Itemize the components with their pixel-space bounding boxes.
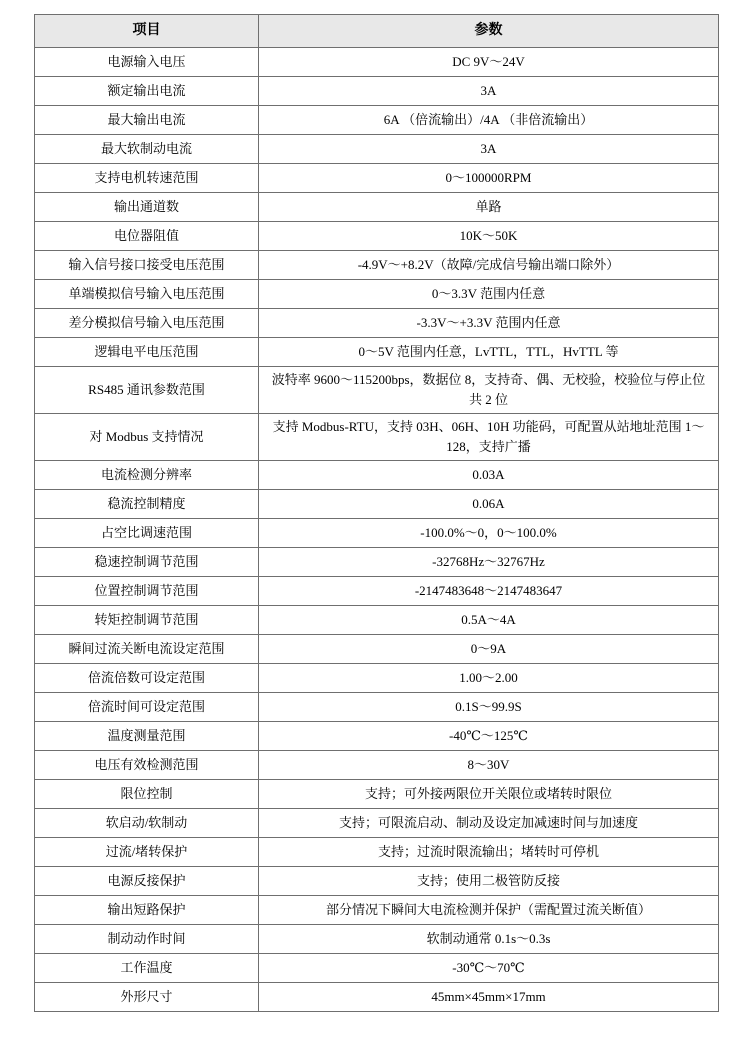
spec-value-cell: DC 9V～24V (259, 48, 719, 77)
table-row (35, 954, 719, 983)
spec-item-cell: 逻辑电平电压范围 (35, 338, 259, 367)
table-row (35, 77, 719, 106)
table-row (35, 280, 719, 309)
spec-value-cell: -100.0%～0，0～100.0% (259, 519, 719, 548)
spec-item-cell: 输出通道数 (35, 193, 259, 222)
spec-value-cell: 3A (259, 77, 719, 106)
spec-item-cell: 软启动/软制动 (35, 809, 259, 838)
spec-table-body (35, 48, 719, 1012)
spec-value-cell: -2147483648～2147483647 (259, 577, 719, 606)
table-row (35, 925, 719, 954)
table-row (35, 838, 719, 867)
spec-value-cell: 0～3.3V 范围内任意 (259, 280, 719, 309)
spec-item-cell: 电流检测分辨率 (35, 461, 259, 490)
spec-value-cell: 支持 Modbus-RTU，支持 03H、06H、10H 功能码，可配置从站地址范围 1～128，支持广播 (259, 414, 719, 461)
spec-value-cell: -4.9V～+8.2V（故障/完成信号输出端口除外） (259, 251, 719, 280)
spec-value-cell: 0～100000RPM (259, 164, 719, 193)
spec-item-cell: RS485 通讯参数范围 (35, 367, 259, 414)
table-row (35, 722, 719, 751)
spec-value-cell: 支持；可限流启动、制动及设定加减速时间与加速度 (259, 809, 719, 838)
table-row (35, 896, 719, 925)
spec-value-cell: 单路 (259, 193, 719, 222)
spec-value-cell: 45mm×45mm×17mm (259, 983, 719, 1012)
spec-item-cell: 倍流时间可设定范围 (35, 693, 259, 722)
spec-value-cell: 8～30V (259, 751, 719, 780)
spec-item-cell: 支持电机转速范围 (35, 164, 259, 193)
spec-value-cell: -3.3V～+3.3V 范围内任意 (259, 309, 719, 338)
table-row (35, 461, 719, 490)
spec-value-cell: 0.06A (259, 490, 719, 519)
spec-value-cell: 1.00～2.00 (259, 664, 719, 693)
spec-item-cell: 瞬间过流关断电流设定范围 (35, 635, 259, 664)
spec-item-cell: 限位控制 (35, 780, 259, 809)
spec-value-cell: 部分情况下瞬间大电流检测并保护（需配置过流关断值） (259, 896, 719, 925)
spec-value-cell: 支持；使用二极管防反接 (259, 867, 719, 896)
spec-value-cell: 0～5V 范围内任意，LvTTL，TTL，HvTTL 等 (259, 338, 719, 367)
table-row (35, 577, 719, 606)
spec-item-cell: 单端模拟信号输入电压范围 (35, 280, 259, 309)
spec-item-cell: 温度测量范围 (35, 722, 259, 751)
spec-item-cell: 电压有效检测范围 (35, 751, 259, 780)
table-row (35, 780, 719, 809)
spec-value-cell: 6A （倍流输出）/4A （非倍流输出） (259, 106, 719, 135)
spec-table-container (34, 14, 718, 1012)
table-row (35, 106, 719, 135)
table-row (35, 693, 719, 722)
spec-item-cell: 电源输入电压 (35, 48, 259, 77)
spec-item-cell: 输出短路保护 (35, 896, 259, 925)
spec-value-cell: 支持；过流时限流输出；堵转时可停机 (259, 838, 719, 867)
spec-item-cell: 输入信号接口接受电压范围 (35, 251, 259, 280)
spec-value-cell: -30℃～70℃ (259, 954, 719, 983)
table-row (35, 519, 719, 548)
column-header-parameter: 参数 (259, 15, 719, 48)
table-row (35, 751, 719, 780)
spec-value-cell: 支持；可外接两限位开关限位或堵转时限位 (259, 780, 719, 809)
spec-item-cell: 工作温度 (35, 954, 259, 983)
table-row (35, 548, 719, 577)
spec-value-cell: 0～9A (259, 635, 719, 664)
spec-item-cell: 电源反接保护 (35, 867, 259, 896)
table-row (35, 135, 719, 164)
spec-item-cell: 电位器阻值 (35, 222, 259, 251)
spec-value-cell: -32768Hz～32767Hz (259, 548, 719, 577)
table-row (35, 164, 719, 193)
table-row (35, 309, 719, 338)
spec-item-cell: 额定输出电流 (35, 77, 259, 106)
spec-item-cell: 最大输出电流 (35, 106, 259, 135)
spec-item-cell: 对 Modbus 支持情况 (35, 414, 259, 461)
spec-value-cell: 3A (259, 135, 719, 164)
table-row (35, 867, 719, 896)
spec-item-cell: 稳速控制调节范围 (35, 548, 259, 577)
spec-item-cell: 外形尺寸 (35, 983, 259, 1012)
spec-value-cell: 波特率 9600～115200bps，数据位 8，支持奇、偶、无校验，校验位与停止位共 2 位 (259, 367, 719, 414)
table-row (35, 48, 719, 77)
spec-item-cell: 转矩控制调节范围 (35, 606, 259, 635)
table-row (35, 664, 719, 693)
spec-item-cell: 稳流控制精度 (35, 490, 259, 519)
table-row (35, 809, 719, 838)
table-row (35, 635, 719, 664)
spec-table (34, 14, 719, 1012)
spec-value-cell: 0.1S～99.9S (259, 693, 719, 722)
header-row (35, 15, 719, 48)
table-row (35, 222, 719, 251)
table-row (35, 193, 719, 222)
table-row (35, 251, 719, 280)
spec-value-cell: -40℃～125℃ (259, 722, 719, 751)
spec-table-header (35, 15, 719, 48)
table-row (35, 367, 719, 414)
table-row (35, 490, 719, 519)
spec-item-cell: 位置控制调节范围 (35, 577, 259, 606)
spec-item-cell: 最大软制动电流 (35, 135, 259, 164)
spec-item-cell: 占空比调速范围 (35, 519, 259, 548)
spec-value-cell: 0.03A (259, 461, 719, 490)
spec-item-cell: 倍流倍数可设定范围 (35, 664, 259, 693)
column-header-item: 项目 (35, 15, 259, 48)
spec-item-cell: 差分模拟信号输入电压范围 (35, 309, 259, 338)
table-row (35, 983, 719, 1012)
spec-value-cell: 软制动通常 0.1s～0.3s (259, 925, 719, 954)
table-row (35, 338, 719, 367)
spec-value-cell: 10K～50K (259, 222, 719, 251)
table-row (35, 606, 719, 635)
spec-item-cell: 过流/堵转保护 (35, 838, 259, 867)
spec-item-cell: 制动动作时间 (35, 925, 259, 954)
spec-value-cell: 0.5A～4A (259, 606, 719, 635)
table-row (35, 414, 719, 461)
